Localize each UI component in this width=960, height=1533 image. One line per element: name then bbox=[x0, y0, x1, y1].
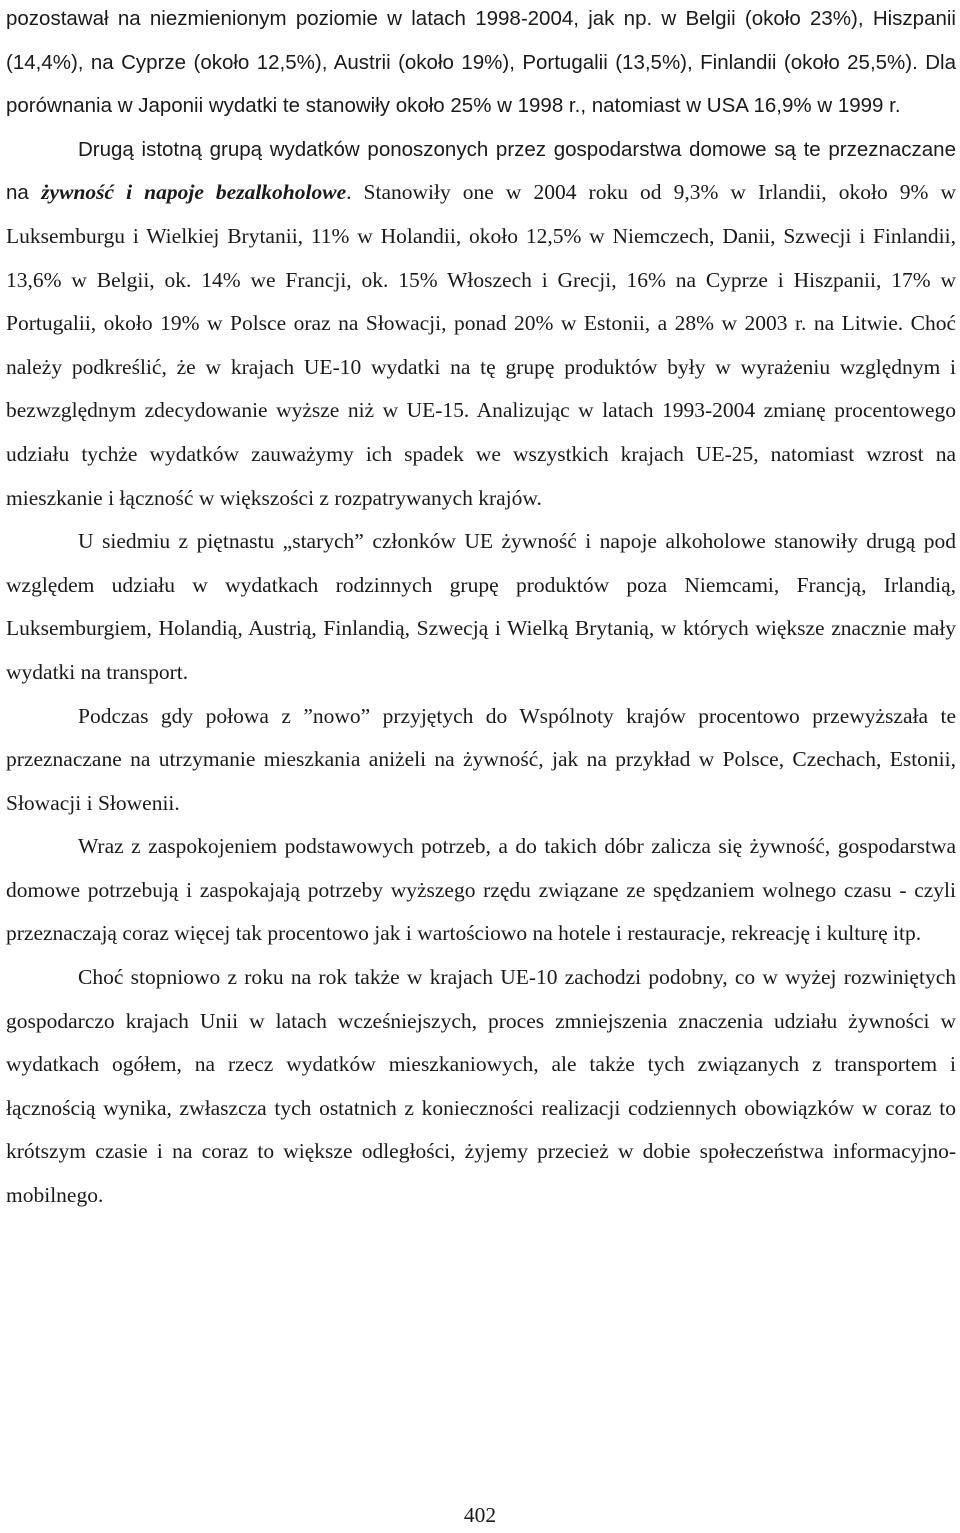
paragraph-trend bbox=[6, 956, 956, 1218]
body-text bbox=[6, 0, 956, 1218]
paragraph-text: Choć stopniowo z roku na rok także w krajach UE-10 zachodzi podobny, co w wyżej rozwiniętych gospodarczo krajach Unii w latach wcześniejszych, proces zmniejszenia znaczenia udziału żywności w wydatkach ogółem, na rzecz wydatków mieszkaniowych, ale także tych związanych z transportem i łącznością wynika, zwłaszcza tych ostatnich z konieczności realizacji codziennych obowiązków w coraz to krótszym czasie i na coraz to większe odległości, żyjemy przecież w dobie społeczeństwa informacyjno-mobilnego. bbox=[6, 965, 956, 1208]
paragraph-continuation bbox=[6, 0, 956, 128]
paragraph-old-members bbox=[6, 520, 956, 694]
paragraph-text: Wraz z zaspokojeniem podstawowych potrzeb, a do takich dóbr zalicza się żywność, gospodarstwa domowe potrzebują i zaspokajają potrzeby wyższego rzędu związane ze spędzaniem wolnego czasu - czyli przeznaczają coraz więcej tak procentowo jak i wartościowo na hotele i restauracje, rekreację i kulturę itp. bbox=[6, 834, 956, 946]
page-number: 402 bbox=[463, 1503, 497, 1527]
paragraph-food-expenses bbox=[6, 128, 956, 520]
paragraph-new-members bbox=[6, 695, 956, 826]
paragraph-text-rest: . Stanowiły one w 2004 roku od 9,3% w Irlandii, około 9% w Luksemburgu i Wielkiej Brytanii, 11% w Holandii, około 12,5% w Niemczech, Danii, Szwecji i Finlandii, 13,6% w Belgii, ok. 14% we Francji, ok. 15% Włoszech i Grecji, 16% na Cyprze i Hiszpanii, 17% w Portugalii, około 19% w Polsce oraz na Słowacji, ponad 20% w Estonii, a 28% w 2003 r. na Litwie. Choć należy podkreślić, że w krajach UE-10 wydatki na tę grupę produktów były w wyrażeniu względnym i bezwzględnym zdecydowanie wyższe niż w UE-15. Analizując w latach 1993-2004 zmianę procentowego udziału tychże wydatków zauważymy ich spadek we wszystkich krajach UE-25, natomiast wzrost na mieszkanie i łączność w większości z rozpatrywanych krajów. bbox=[6, 180, 956, 510]
paragraph-text: pozostawał na niezmienionym poziomie w latach 1998-2004, jak np. w Belgii (około 23%), Hiszpanii (14,4%), na Cyprze (około 12,5%), Austrii (około 19%), Portugalii (13,5%), Finlandii (około 25,5%). Dla porównania w Japonii wydatki te stanowiły około 25% w 1998 r., natomiast w USA 16,9% w 1999 r. bbox=[6, 7, 956, 118]
paragraph-text: Podczas gdy połowa z ”nowo” przyjętych do Wspólnoty krajów procentowo przewyższała te przeznaczane na utrzymanie mieszkania aniżeli na żywność, jak na przykład w Polsce, Czechach, Estonii, Słowacji i Słowenii. bbox=[6, 703, 956, 815]
paragraph-text: U siedmiu z piętnastu „starych” członków UE żywność i napoje alkoholowe stanowiły drugą pod względem udziału w wydatkach rodzinnych grupę produktów poza Niemcami, Francją, Irlandią, Luksemburgiem, Holandią, Austrią, Finlandią, Szwecją i Wielką Brytanią, w których większe znacznie mały wydatki na transport. bbox=[6, 529, 956, 684]
paragraph-text-lead: Drugą istotną grupą wydatków ponoszonych przez gospodarstwa domowe są te przeznaczane na bbox=[6, 137, 956, 205]
emphasized-term: żywność i napoje bezalkoholowe bbox=[41, 180, 347, 205]
paragraph-higher-needs bbox=[6, 825, 956, 956]
